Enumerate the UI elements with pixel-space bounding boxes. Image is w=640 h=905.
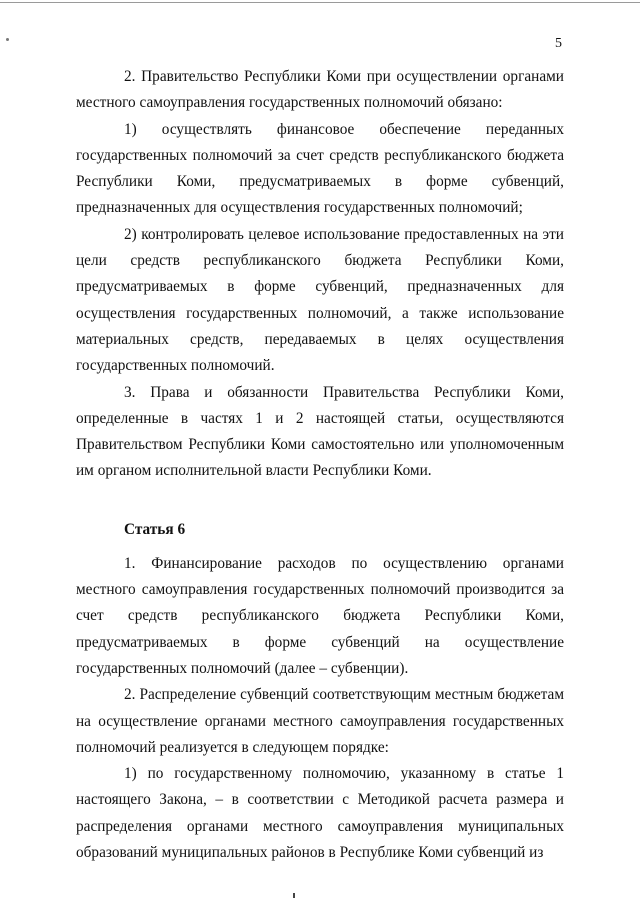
document-body [76,64,564,866]
paragraph-item-2: 2) контролировать целевое использование предоставленных на эти цели средств республиканского бюджета Республики Коми, предусматриваемых в форме субвенций, предназначенных для осуществления государственных полномочий, а также использование материальных средств, передаваемых в целях осуществления государственных полномочий. [76,225,564,375]
paragraph-part-3: 3. Права и обязанности Правительства Республики Коми, определенные в частях 1 и 2 настоящей статьи, осуществляются Правительством Республики Коми самостоятельно или уполномоченным им органом исполнительной власти Республики Коми. [76,383,564,480]
article-heading: Статья 6 [124,520,186,538]
page-number: 5 [555,36,562,51]
article-6-item-1: 1) по государственному полномочию, указанному в статье 1 настоящего Закона, – в соответствии с Методикой расчета размера и распределения органами местного самоуправления муниципальных образований муниципальных районов в Республике Коми субвенций из [76,765,564,862]
scan-bottom-mark [293,893,295,898]
paragraph-item-1: 1) осуществлять финансовое обеспечение переданных государственных полномочий за счет средств республиканского бюджета Республики Коми, предусматриваемых в форме субвенций, предназначенных для осуществления государственных полномочий; [76,120,564,217]
article-6-paragraph-2: 2. Распределение субвенций соответствующим местным бюджетам на осуществление органами местного самоуправления государственных полномочий реализуется в следующем порядке: [76,686,564,756]
scan-top-edge [0,2,640,3]
article-6-paragraph-1: 1. Финансирование расходов по осуществлению органами местного самоуправления государственных полномочий производится за счет средств республиканского бюджета Республики Коми, предусматриваемых в форме субвенций на осуществление государственных полномочий (далее – субвенции). [76,554,564,677]
paragraph-part-2: 2. Правительство Республики Коми при осуществлении органами местного самоуправления государственных полномочий обязано: [76,68,564,112]
scan-speck [6,38,9,41]
